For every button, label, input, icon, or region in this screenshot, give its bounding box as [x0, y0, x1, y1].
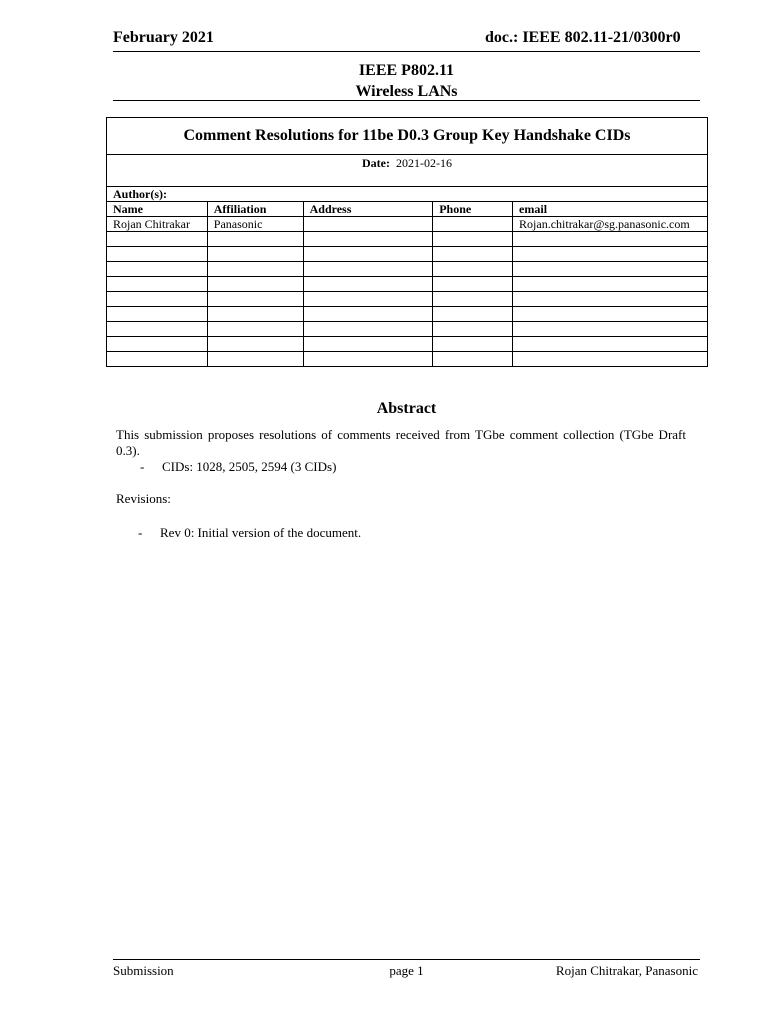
author-affiliation	[207, 352, 303, 367]
author-affiliation	[207, 292, 303, 307]
abstract-body: This submission proposes resolutions of comments received from TGbe comment collection (TGbe Draft 0.3).	[116, 427, 686, 458]
abstract-heading: Abstract	[376, 400, 437, 417]
column-header-affiliation: Affiliation	[207, 202, 303, 217]
date-row	[107, 155, 708, 187]
title-divider	[113, 100, 700, 101]
author-affiliation	[207, 247, 303, 262]
author-email	[513, 262, 708, 277]
author-email	[513, 292, 708, 307]
author-name: Rojan Chitrakar	[107, 217, 208, 232]
date-label: Date:	[362, 156, 390, 170]
author-affiliation	[207, 337, 303, 352]
author-affiliation	[207, 232, 303, 247]
author-email	[513, 352, 708, 367]
author-email	[513, 322, 708, 337]
list-dash: -	[138, 525, 143, 540]
author-table-header	[107, 202, 708, 217]
author-name	[107, 307, 208, 322]
page-footer	[113, 959, 700, 981]
author-affiliation	[207, 262, 303, 277]
author-name	[107, 352, 208, 367]
author-address	[303, 247, 433, 262]
author-phone	[433, 247, 513, 262]
author-address	[303, 292, 433, 307]
cid-list-text: CIDs: 1028, 2505, 2594 (3 CIDs)	[162, 459, 337, 474]
author-address	[303, 217, 433, 232]
author-name	[107, 277, 208, 292]
author-email	[513, 337, 708, 352]
table-row	[107, 262, 708, 277]
document-title: Comment Resolutions for 11be D0.3 Group Key Handshake CIDs	[107, 118, 708, 155]
footer-submission: Submission	[113, 963, 174, 978]
author-phone	[433, 337, 513, 352]
column-header-phone: Phone	[433, 202, 513, 217]
author-phone	[433, 277, 513, 292]
author-name	[107, 292, 208, 307]
author-address	[303, 277, 433, 292]
table-row	[107, 307, 708, 322]
author-address	[303, 232, 433, 247]
table-row	[107, 277, 708, 292]
author-affiliation	[207, 307, 303, 322]
column-header-name: Name	[107, 202, 208, 217]
standard-title	[113, 60, 700, 102]
standard-name: IEEE P802.11	[358, 62, 455, 79]
author-phone	[433, 352, 513, 367]
author-name	[107, 247, 208, 262]
footer-page-number: page 1	[389, 963, 424, 978]
author-affiliation	[207, 277, 303, 292]
author-address	[303, 307, 433, 322]
author-affiliation: Panasonic	[207, 217, 303, 232]
author-email: Rojan.chitrakar@sg.panasonic.com	[513, 217, 708, 232]
author-name	[107, 262, 208, 277]
header-date: February 2021	[113, 29, 214, 46]
standard-subtitle: Wireless LANs	[355, 83, 458, 100]
author-address	[303, 352, 433, 367]
header-doc-id: doc.: IEEE 802.11-21/0300r0	[485, 29, 681, 46]
author-phone	[433, 217, 513, 232]
author-email	[513, 277, 708, 292]
column-header-email: email	[513, 202, 708, 217]
table-row	[107, 217, 708, 232]
footer-author: Rojan Chitrakar, Panasonic	[555, 963, 698, 978]
date-value: 2021-02-16	[395, 156, 452, 170]
author-affiliation	[207, 322, 303, 337]
revisions-label: Revisions:	[116, 491, 171, 506]
author-name	[107, 322, 208, 337]
cover-table	[106, 117, 708, 367]
author-email	[513, 247, 708, 262]
author-name	[107, 232, 208, 247]
author-address	[303, 322, 433, 337]
list-dash: -	[140, 459, 145, 474]
page-header	[113, 29, 700, 52]
author-phone	[433, 232, 513, 247]
author-phone	[433, 322, 513, 337]
author-email	[513, 307, 708, 322]
column-header-address: Address	[303, 202, 433, 217]
authors-label: Author(s):	[107, 187, 708, 202]
author-phone	[433, 262, 513, 277]
author-address	[303, 337, 433, 352]
author-phone	[433, 307, 513, 322]
author-name	[107, 337, 208, 352]
table-row	[107, 337, 708, 352]
table-row	[107, 292, 708, 307]
table-row	[107, 247, 708, 262]
author-phone	[433, 292, 513, 307]
revision-text: Rev 0: Initial version of the document.	[160, 525, 362, 540]
table-row	[107, 322, 708, 337]
table-row	[107, 232, 708, 247]
table-row	[107, 352, 708, 367]
author-email	[513, 232, 708, 247]
author-address	[303, 262, 433, 277]
